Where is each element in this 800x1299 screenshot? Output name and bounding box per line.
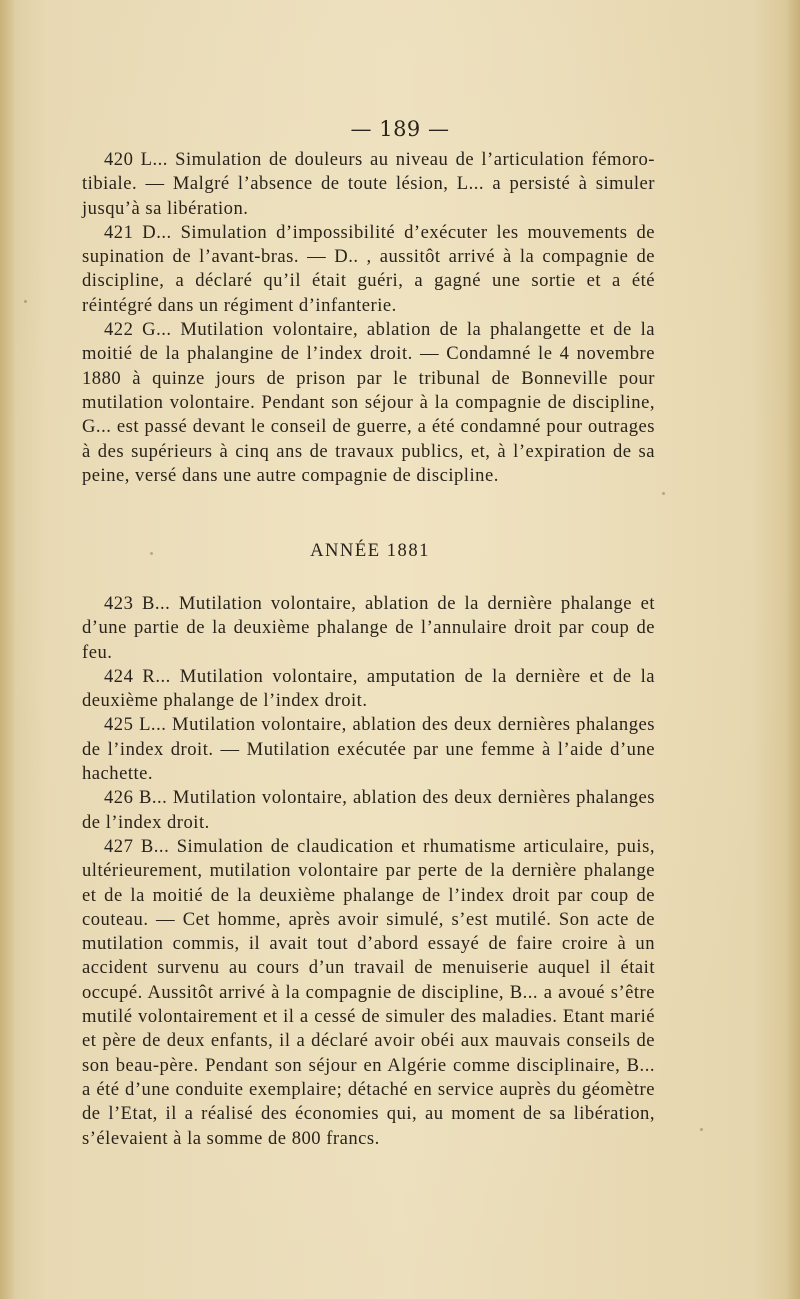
paper-speck bbox=[150, 552, 153, 555]
entry-425: 425 L... Mutilation volontaire, ablation des deux dernières phalanges de l’index droit. — Mutilation exécutée par une femme à l’aide d’une hachette. bbox=[82, 714, 655, 785]
entry-426: 426 B... Mutilation volontaire, ablation des deux dernières phalanges de l’index droit. bbox=[82, 787, 655, 833]
entry-424: 424 R... Mutilation volontaire, amputation de la dernière et de la deuxième phalange de l’index droit. bbox=[82, 665, 655, 712]
entry-421: 421 D... Simulation d’impossibilité d’exécuter les mouvements de supination de l’avant-bras. — D.. , aussitôt arrivé à la compagnie de discipline, a déclaré qu’il était guéri, a gagné une sortie et a été réintégré dans un régiment d’infanterie. bbox=[82, 221, 655, 316]
entry-420: 420 L... Simulation de douleurs au niveau de l’articulation fémoro-tibiale. — Malgré l’absence de toute lésion, L... a persisté à simuler jusqu’à sa libération. bbox=[82, 149, 655, 219]
page-number: — 189 — bbox=[350, 117, 450, 141]
entries-1881 bbox=[82, 592, 655, 1151]
paper-speck bbox=[700, 1128, 703, 1131]
section-heading-annee-1881: ANNÉE 1881 bbox=[310, 540, 430, 561]
paper-speck bbox=[24, 300, 27, 303]
entry-423: 423 B... Mutilation volontaire, ablation de la dernière phalange et d’une partie de la deuxième phalange de l’annulaire droit par coup de feu. bbox=[82, 593, 655, 663]
entries-1880 bbox=[82, 148, 655, 488]
entry-427: 427 B... Simulation de claudication et rhumatisme articulaire, puis, ultérieurement, mutilation volontaire par perte de la dernière phalange et de la moitié de la deuxième phalange de l’index droit par coup de couteau. — Cet homme, après avoir simulé, s’est mutilé. Son acte de mutilation commis, il avait tout d’abord essayé de faire croire à un accident survenu au cours d’un travail de menuiserie auquel il était occupé. Aussitôt arrivé à la compagnie de discipline, B... a avoué s’être mutilé volontairement et il a cessé de simuler des maladies. Etant marié et père de deux enfants, il a déclaré avoir obéi aux mauvais conseils de son beau-père. Pendant son séjour en Algérie comme disciplinaire, B... a été d’une conduite exemplaire; détaché en service auprès du géomètre de l’Etat, il a réalisé des économies qui, au moment de sa libération, s’élevaient à la somme de 800 francs. bbox=[82, 835, 655, 1149]
entry-422: 422 G... Mutilation volontaire, ablation de la phalangette et de la moitié de la phalangine de l’index droit. — Condamné le 4 novembre 1880 à quinze jours de prison par le tribunal de Bonneville pour mutilation volontaire. Pendant son séjour à la compagnie de discipline, G... est passé devant le conseil de guerre, a été condamné pour outrages à des supérieurs à cinq ans de travaux publics, et, à l’expiration de sa peine, versé dans une autre compagnie de discipline. bbox=[82, 319, 655, 486]
paper-speck bbox=[662, 492, 665, 495]
